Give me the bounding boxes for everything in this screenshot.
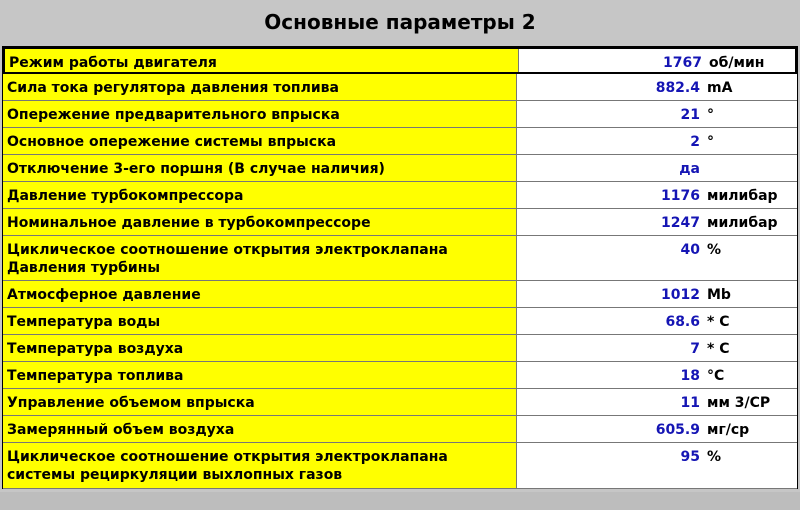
row-value: 1247 xyxy=(661,215,700,231)
row-value-cell xyxy=(517,128,797,154)
row-unit: об/мин xyxy=(709,55,765,71)
table-row-fuel-regulator-current[interactable] xyxy=(3,74,797,101)
table-row-atmospheric-pressure[interactable] xyxy=(3,281,797,308)
row-label: Атмосферное давление xyxy=(3,281,517,307)
row-unit: % xyxy=(707,242,722,258)
row-value-cell xyxy=(517,209,797,235)
row-label: Циклическое соотношение открытия электроклапана Давления турбины xyxy=(3,236,517,280)
row-label: Опережение предварительного впрыска xyxy=(3,101,517,127)
row-value: 11 xyxy=(680,395,700,411)
row-value-cell xyxy=(517,389,797,415)
table-row-air-temperature[interactable] xyxy=(3,335,797,362)
row-value: 40 xyxy=(680,242,700,258)
row-value: 605.9 xyxy=(655,422,700,438)
table-row-turbo-pressure[interactable] xyxy=(3,182,797,209)
row-value: 1176 xyxy=(661,188,700,204)
row-value: 18 xyxy=(680,368,700,384)
row-value-cell xyxy=(517,281,797,307)
row-unit: * C xyxy=(707,341,730,357)
row-label: Температура воздуха xyxy=(3,335,517,361)
table-row-water-temperature[interactable] xyxy=(3,308,797,335)
row-label: Основное опережение системы впрыска xyxy=(3,128,517,154)
row-unit: mA xyxy=(707,80,733,96)
row-label: Давление турбокомпрессора xyxy=(3,182,517,208)
row-value-cell xyxy=(517,416,797,442)
row-value: 1767 xyxy=(663,55,702,71)
row-value-cell xyxy=(517,182,797,208)
row-value: 68.6 xyxy=(665,314,700,330)
row-unit: милибар xyxy=(707,188,778,204)
row-unit: ° xyxy=(707,134,714,150)
row-label: Режим работы двигателя xyxy=(5,49,519,72)
table-row-turbine-valve-duty-cycle[interactable] xyxy=(3,236,797,281)
row-value: 7 xyxy=(690,341,700,357)
row-value: 21 xyxy=(680,107,700,123)
row-label: Управление объемом впрыска xyxy=(3,389,517,415)
row-value: 882.4 xyxy=(655,80,700,96)
row-value-cell xyxy=(517,155,797,181)
row-value: да xyxy=(679,161,700,177)
row-unit: °C xyxy=(707,368,725,384)
table-row-injection-volume-control[interactable] xyxy=(3,389,797,416)
row-value-cell xyxy=(517,308,797,334)
row-value-cell xyxy=(519,49,795,72)
row-value: 2 xyxy=(690,134,700,150)
table-row-main-injection-advance[interactable] xyxy=(3,128,797,155)
row-label: Отключение 3-его поршня (В случае наличия) xyxy=(3,155,517,181)
row-unit: ° xyxy=(707,107,714,123)
table-row-pre-injection-advance[interactable] xyxy=(3,101,797,128)
row-value-cell xyxy=(517,335,797,361)
row-value-cell xyxy=(517,74,797,100)
window-bottom-strip xyxy=(0,492,800,510)
row-label: Температура воды xyxy=(3,308,517,334)
parameters-table xyxy=(2,46,798,489)
row-unit: мг/ср xyxy=(707,422,750,438)
row-value: 95 xyxy=(680,449,700,465)
row-value-cell xyxy=(517,236,797,280)
row-label: Температура топлива xyxy=(3,362,517,388)
table-row-nominal-turbo-pressure[interactable] xyxy=(3,209,797,236)
table-row-engine-rpm[interactable] xyxy=(3,47,797,74)
row-value-cell xyxy=(517,362,797,388)
row-label: Циклическое соотношение открытия электроклапана системы рециркуляции выхлопных газов xyxy=(3,443,517,488)
table-row-fuel-temperature[interactable] xyxy=(3,362,797,389)
row-unit: Mb xyxy=(707,287,731,303)
row-value: 1012 xyxy=(661,287,700,303)
window-title: Основные параметры 2 xyxy=(264,10,536,34)
table-row-egr-valve-duty-cycle[interactable] xyxy=(3,443,797,489)
row-unit: мм 3/СР xyxy=(707,395,771,411)
row-value-cell xyxy=(517,101,797,127)
row-label: Сила тока регулятора давления топлива xyxy=(3,74,517,100)
row-value-cell xyxy=(517,443,797,488)
row-unit: милибар xyxy=(707,215,778,231)
row-label: Замерянный объем воздуха xyxy=(3,416,517,442)
row-unit: * C xyxy=(707,314,730,330)
row-unit: % xyxy=(707,449,722,465)
table-row-measured-air-volume[interactable] xyxy=(3,416,797,443)
row-label: Номинальное давление в турбокомпрессоре xyxy=(3,209,517,235)
table-row-third-piston-cutoff[interactable] xyxy=(3,155,797,182)
